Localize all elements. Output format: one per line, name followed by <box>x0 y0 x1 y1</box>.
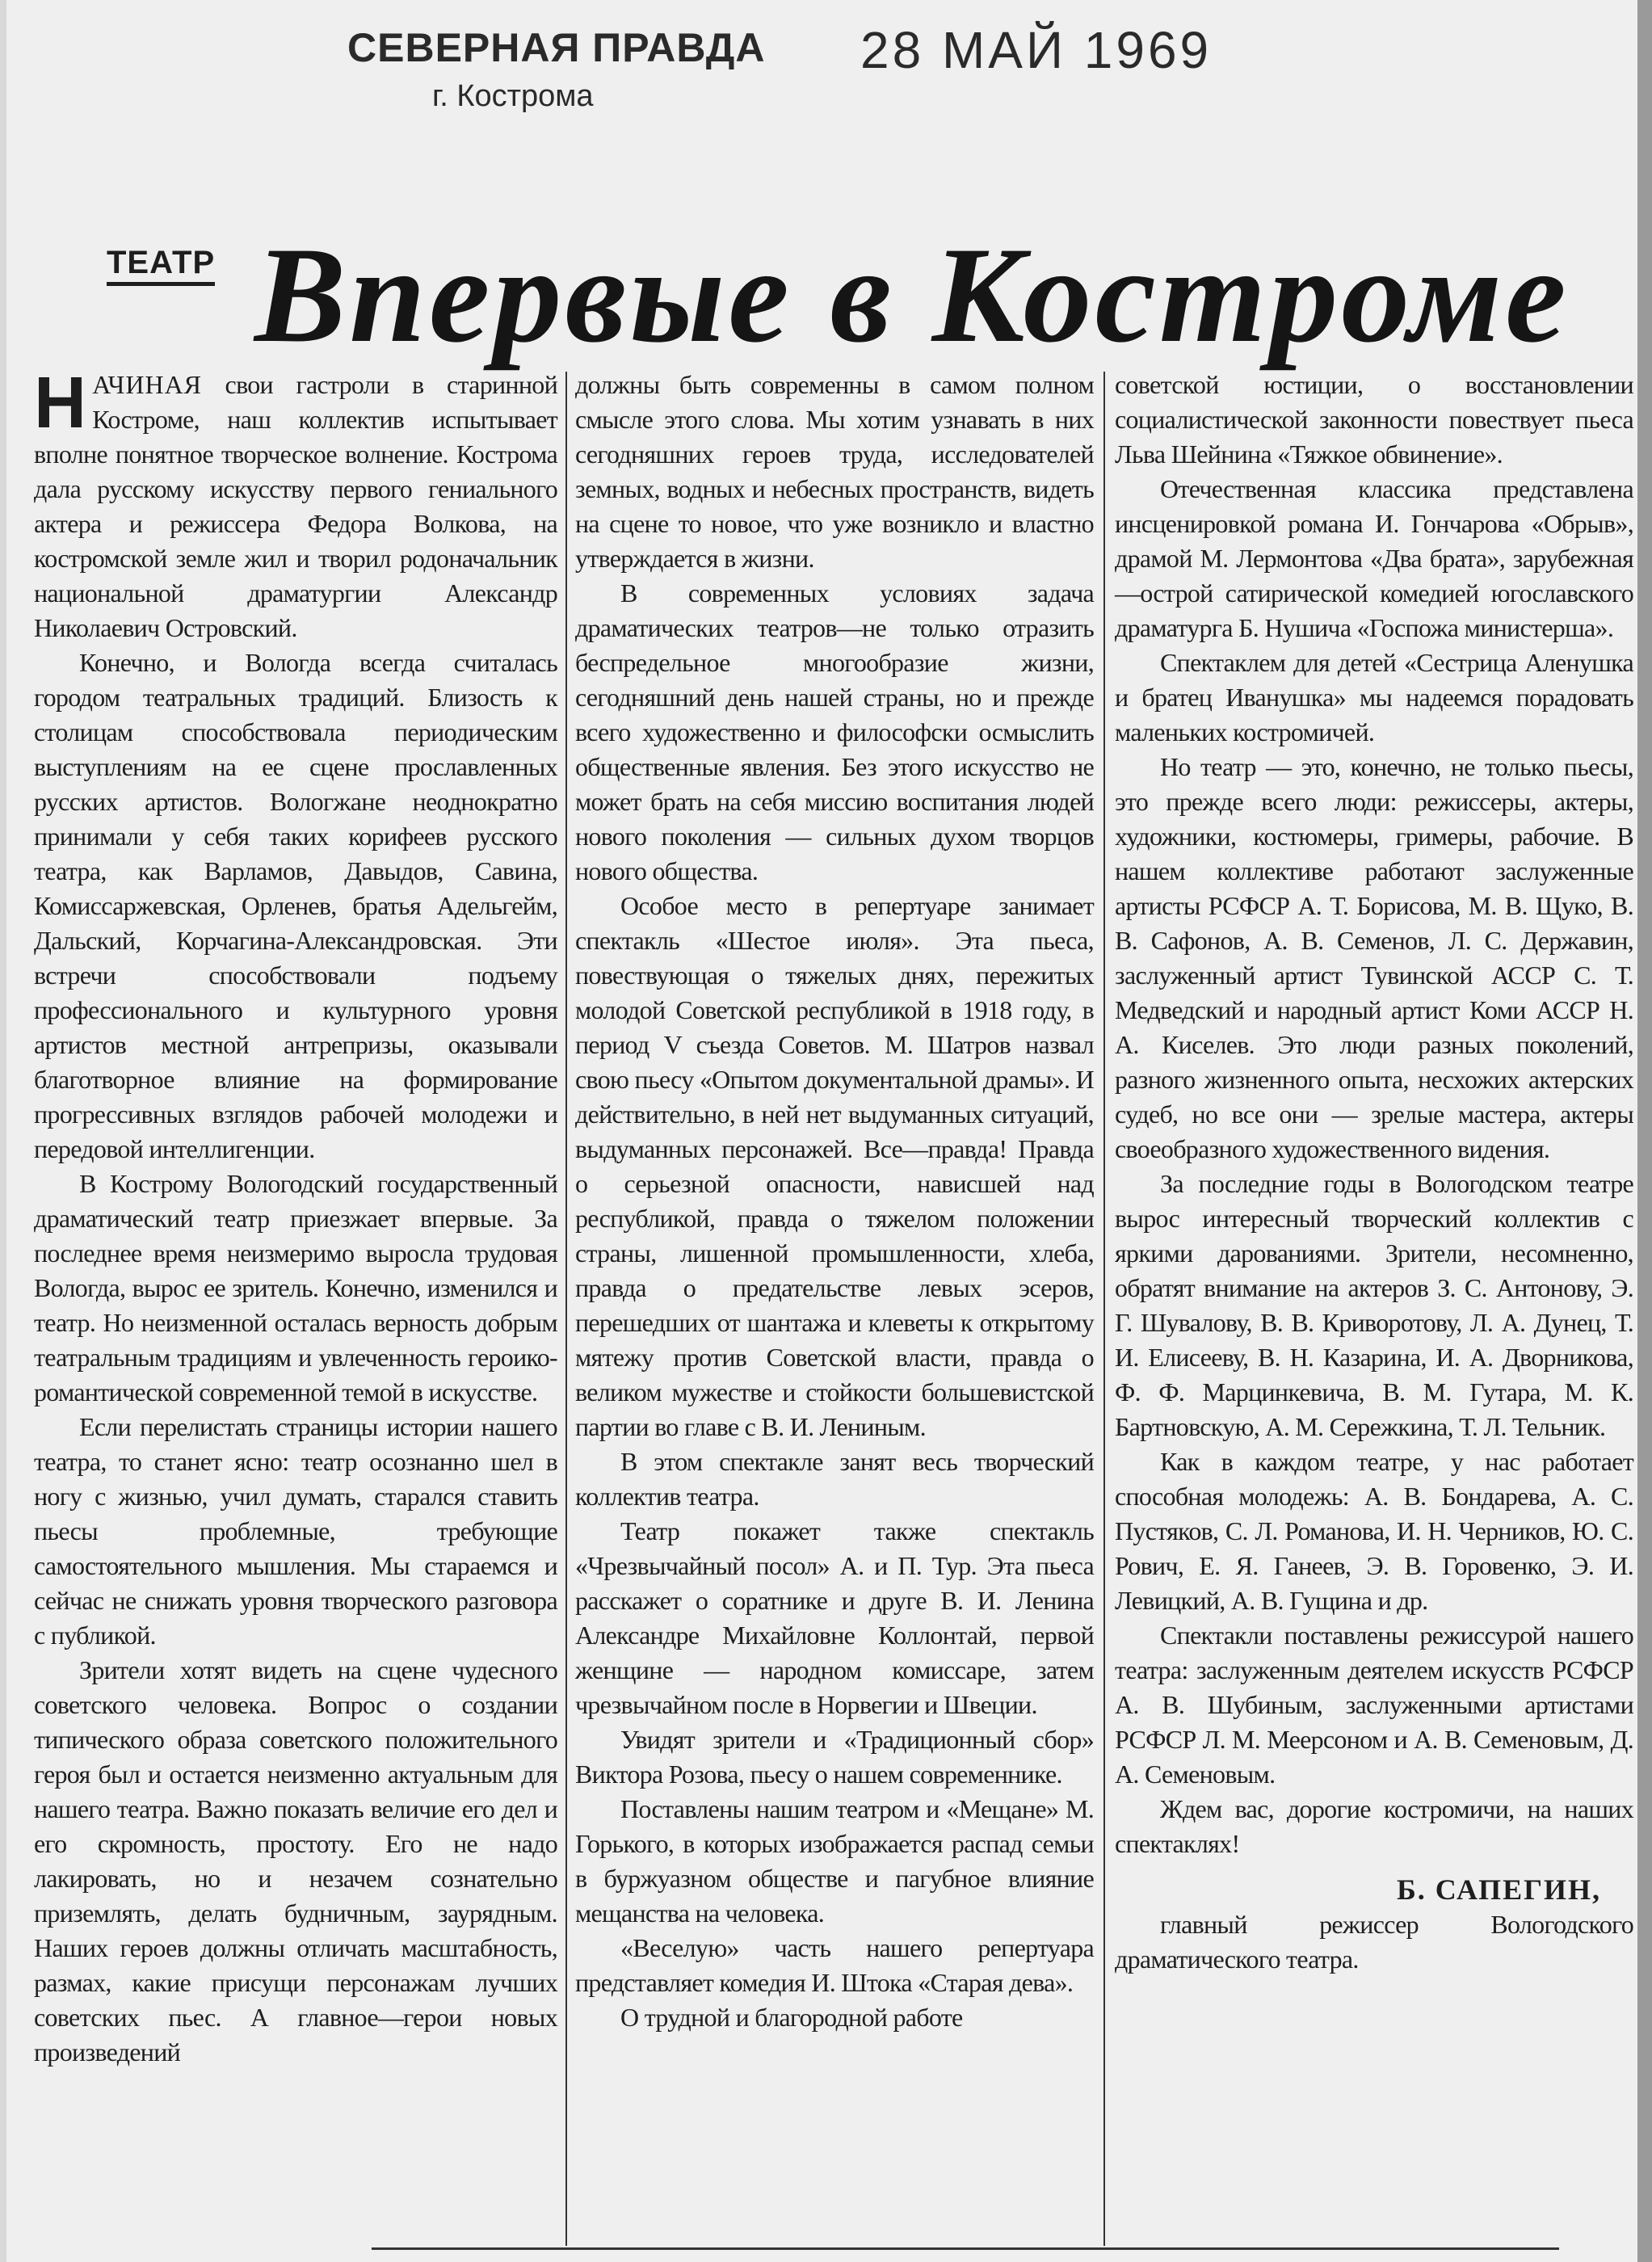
article-column-3 <box>1115 368 1633 1977</box>
clipping-right-edge <box>1637 0 1652 2262</box>
paragraph: В современных условиях задача драматических театров—не только отразить беспредельное многообразие жизни, сегодняшний день нашей страны, но и прежде всего художественно и философски осмыслить общественные явления. Без этого искусство не может брать на себя миссию воспитания людей нового поколения — сильных духом творцов нового общества. <box>575 578 1094 885</box>
paragraph: В Кострому Вологодский государственный драматический театр приезжает впервые. За последнее время неизмеримо выросла трудовая Вологда, вырос ее зритель. Конечно, изменился и театр. Но неизменной осталась верность добрым театральным традициям и увлеченность героико-романтической современной темой в искусстве. <box>34 1169 557 1406</box>
paragraph: «Веселую» часть нашего репертуара представляет комедия И. Штока «Старая дева». <box>575 1933 1094 1997</box>
paragraph: В этом спектакле занят весь творческий коллектив театра. <box>575 1447 1094 1511</box>
column-divider <box>1103 372 1105 2246</box>
article-column-2 <box>575 368 1094 2035</box>
paragraph: советской юстиции, о восстановлении социалистической законности повествует пьеса Льва Шейнина «Тяжкое обвинение». <box>1115 370 1633 469</box>
column-divider <box>565 372 567 2246</box>
paragraph: Поставлены нашим театром и «Мещане» М. Горького, в которых изображается распад семьи в буржуазном обществе и пагубное влияние мещанства на человека. <box>575 1794 1094 1928</box>
paragraph-text: свои гастроли в старинной Костроме, наш коллектив испытывает вполне понятное творческое волнение. Кострома дала русскому искусству первого гениального актера и режиссера Федора Волкова, на костромской земле жил и творил родоначальник национальной драматургии Александр Николаевич Островский. <box>34 370 557 642</box>
stamp-city: г. Кострома <box>432 79 594 113</box>
paragraph: Но театр — это, конечно, не только пьесы, это прежде всего люди: режиссеры, актеры, художники, костюмеры, гримеры, рабочие. В нашем коллективе работают заслуженные артисты РСФСР А. Т. Борисова, М. В. Щуко, В. В. Сафонов, А. В. Семенов, Л. С. Державин, заслуженный артист Тувинской АССР С. Т. Медведский и народный артист Коми АССР Н. А. Киселев. Это люди разных поколений, разного жизненного опыта, несхожих актерских судеб, но все они — зрелые мастера, актеры своеобразного художественного видения. <box>1115 752 1633 1163</box>
paragraph: Если перелистать страницы истории нашего театра, то станет ясно: театр осознанно шел в ногу с жизнью, учил думать, старался ставить пьесы проблемные, требующие самостоятельного мышления. Мы стараемся и сейчас не снижать уровня творческого разговора с публикой. <box>34 1412 557 1650</box>
paragraph: О трудной и благородной работе <box>620 2003 963 2032</box>
paragraph: Ждем вас, дорогие костромичи, на наших спектаклях! <box>1115 1794 1633 1858</box>
article-column-1 <box>34 363 557 2070</box>
paragraph: Как в каждом театре, у нас работает способная молодежь: А. В. Бондарева, А. С. Пустяков, С. Л. Романова, И. Н. Черников, Ю. С. Рович, Е. Я. Ганеев, Э. В. Горовенко, Э. И. Левицкий, А. В. Гущина и др. <box>1115 1447 1633 1615</box>
bottom-rule <box>372 2247 1559 2250</box>
article-title: Впервые в Костроме <box>254 219 1570 371</box>
stamp-date: 28 МАЙ 1969 <box>860 21 1213 79</box>
stamp-newspaper-name: СЕВЕРНАЯ ПРАВДА <box>347 25 766 70</box>
paragraph: должны быть современны в самом полном смысле этого слова. Мы хотим узнавать в них сегодняшних героев труда, исследователей земных, водных и небесных пространств, видеть на сцене то новое, что уже возникло и властно утверждается в жизни. <box>575 370 1094 573</box>
section-rubric: ТЕАТР <box>107 246 215 286</box>
paragraph: Особое место в репертуаре занимает спектакль «Шестое июля». Эта пьеса, повествующая о тяжелых днях, пережитых молодой Советской республикой в 1918 году, в период V съезда Советов. М. Шатров назвал свою пьесу «Опытом документальной драмы». И действительно, в ней нет выдуманных ситуаций, выдуманных персонажей. Все—правда! Правда о серьезной опасности, нависшей над республикой, правда о тяжелом положении страны, лишенной промышленности, хлеба, правда о предательстве левых эсеров, перешедших от шантажа и клеветы к открытому мятежу против Советской власти, правда о великом мужестве и стойкости большевистской партии во главе с В. И. Лениным. <box>575 891 1094 1441</box>
author-title: главный режиссер Вологодского драматического театра. <box>1115 1910 1633 1974</box>
paragraph: Спектакли поставлены режиссурой нашего театра: заслуженным деятелем искусств РСФСР А. В. Шубиным, заслуженными артистами РСФСР Л. М. Меерсоном и А. В. Семеновым, Д. А. Семеновым. <box>1115 1621 1633 1789</box>
clipping-left-edge <box>0 0 6 2262</box>
paragraph: Зрители хотят видеть на сцене чудесного советского человека. Вопрос о создании типического образа советского положительного героя был и остается неизменно актуальным для нашего театра. Важно показать величие его дел и его скромность, простоту. Его не надо лакировать, но и незачем сознательно приземлять, делать будничным, заурядным. Наших героев должны отличать масштабность, размах, какие присущи персонажам лучших советских пьес. А главное—герои новых произведений <box>34 1655 557 2066</box>
paragraph: Отечественная классика представлена инсценировкой романа И. Гончарова «Обрыв», драмой М. Лермонтова «Два брата», зарубежная—острой сатирической комедией югославского драматурга Б. Нушича «Госпожа министерша». <box>1115 474 1633 642</box>
paragraph: Спектаклем для детей «Сестрица Аленушка и братец Иванушка» мы надеемся порадовать маленьких костромичей. <box>1115 648 1633 746</box>
paragraph: Увидят зрители и «Традиционный сбор» Виктора Розова, пьесу о нашем современнике. <box>575 1725 1094 1789</box>
lead-caps: АЧИНАЯ <box>92 370 203 399</box>
drop-cap: Н <box>34 363 86 444</box>
paragraph: Конечно, и Вологда всегда считалась городом театральных традиций. Близость к столицам способствовала периодическим выступлениям на ее сцене прославленных русских артистов. Вологжане неоднократно принимали у себя таких корифеев русского театра, как Варламов, Давыдов, Савина, Комиссаржевская, Орленев, братья Адельгейм, Дальский, Корчагина-Александровская. Эти встречи способствовали подъему профессионального и культурного уровня артистов местной антрепризы, оказывали благотворное влияние на формирование прогрессивных взглядов рабочей молодежи и передовой интеллигенции. <box>34 648 557 1163</box>
paragraph <box>34 363 557 645</box>
author-name: Б. САПЕГИН, <box>1396 1873 1601 1906</box>
paragraph: За последние годы в Вологодском театре вырос интересный творческий коллектив с яркими дарованиями. Зрители, несомненно, обратят внимание на актеров З. С. Антонову, Э. Г. Шувалову, В. В. Криворотову, Л. А. Дунец, Т. И. Елисееву, В. Н. Казарина, И. А. Дворникова, Ф. Ф. Марцинкевича, В. М. Гутара, М. К. Бартновскую, А. М. Сережкина, Т. Л. Тельник. <box>1115 1169 1633 1441</box>
paragraph: Театр покажет также спектакль «Чрезвычайный посол» А. и П. Тур. Эта пьеса расскажет о соратнике и друге В. И. Ленина Александре Михайловне Коллонтай, первой женщине — народном комиссаре, затем чрезвычайном после в Норвегии и Швеции. <box>575 1516 1094 1719</box>
